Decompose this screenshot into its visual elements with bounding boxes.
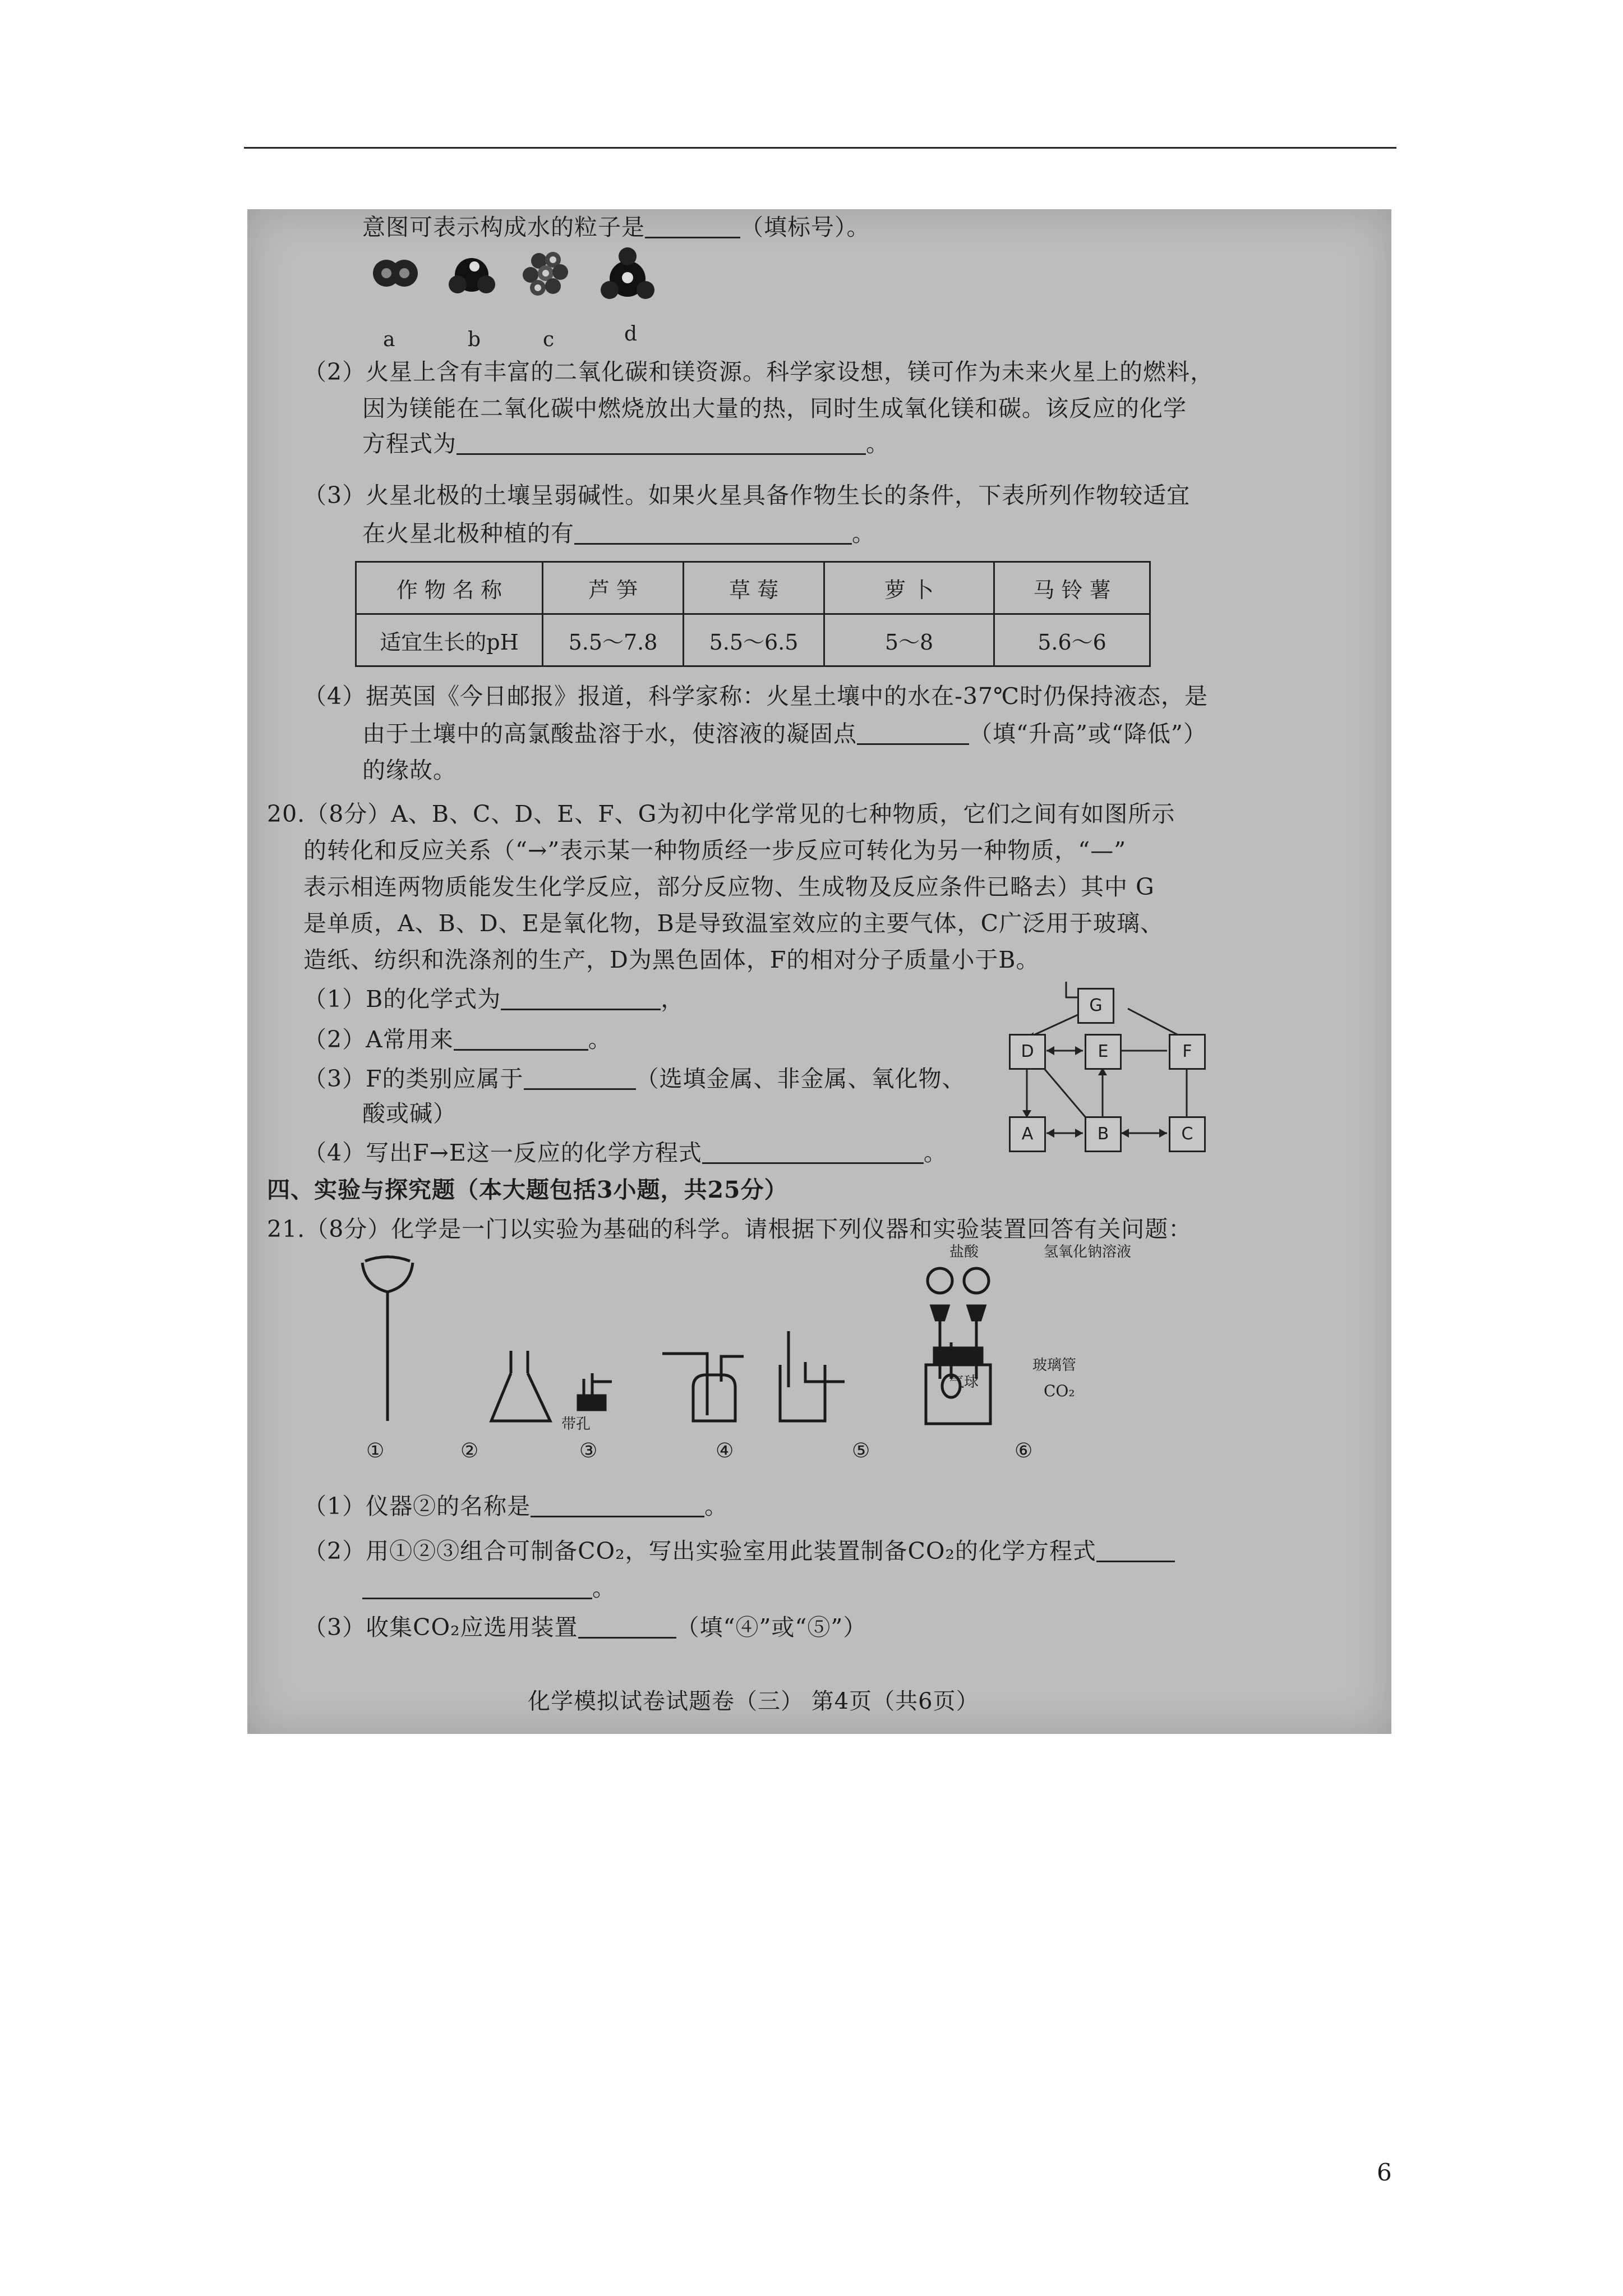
q21-sub1: （1）仪器②的名称是 。 — [303, 1493, 728, 1520]
long-neck-funnel-icon — [362, 1257, 413, 1421]
table-header-row — [356, 562, 1150, 614]
q20-sub1: （1）B的化学式为 ， — [303, 986, 685, 1013]
table-cell: 草 莓 — [684, 562, 824, 614]
small-hole-label: 带孔 — [561, 1416, 591, 1433]
apparatus-label-2: ② — [460, 1439, 479, 1462]
diagram-node-f: F — [1169, 1034, 1206, 1070]
q21-sub2: （2）用①②③组合可制备CO₂，写出实验室用此装置制备CO₂的化学方程式 — [303, 1540, 1175, 1563]
q19-part2-line2: 因为镁能在二氧化碳中燃烧放出大量的热，同时生成氧化镁和碳。该反应的化学 — [362, 395, 1187, 422]
balloon-label: 气球 — [949, 1374, 979, 1391]
molecule-label-b: b — [468, 328, 481, 351]
q19-part3-line2: 在火星北极种植的有 。 — [362, 520, 875, 547]
diagram-node-c: C — [1169, 1116, 1206, 1152]
table-cell: 5.5～6.5 — [684, 614, 824, 666]
table-cell: 5.5～7.8 — [543, 614, 684, 666]
apparatus-label-5: ⑤ — [852, 1439, 870, 1462]
diagram-node-a: A — [1009, 1116, 1046, 1152]
table-cell: 5.6～6 — [994, 614, 1150, 666]
gas-collection-bottle-short-tube-icon — [780, 1331, 845, 1421]
q20-sub3-line2: 酸或碱） — [362, 1100, 457, 1127]
conical-flask-icon — [491, 1351, 550, 1421]
q19-part2-line1: （2）火星上含有丰富的二氧化碳和镁资源。科学家设想，镁可作为未来火星上的燃料， — [303, 358, 1214, 385]
q21-intro: 21.（8分）化学是一门以实验为基础的科学。请根据下列仪器和实验装置回答有关问题： — [267, 1216, 1192, 1243]
q21-sub3: （3）收集CO₂应选用装置 （填“④”或“⑤”） — [303, 1614, 867, 1641]
molecule-label-c: c — [543, 328, 555, 351]
molecule-a-icon — [373, 260, 418, 287]
table-row — [356, 614, 1150, 666]
table-cell: 适宜生长的pH — [356, 614, 543, 666]
q20-line5: 造纸、纺织和洗涤剂的生产，D为黑色固体，F的相对分子质量小于B。 — [303, 946, 1040, 973]
table-cell: 萝 卜 — [824, 562, 994, 614]
table-cell: 5～8 — [824, 614, 994, 666]
molecule-models-figure — [359, 244, 674, 328]
q20-line1: 20.（8分）A、B、C、D、E、F、G为初中化学常见的七种物质，它们之间有如图所示 — [267, 800, 1175, 827]
exam-footer: 化学模拟试卷试题卷（三） 第4页（共6页） — [528, 1688, 979, 1714]
q20-sub3: （3）F的类别应属于 （选填金属、非金属、氧化物、 — [303, 1065, 966, 1092]
q19-part2-line3: 方程式为 。 — [362, 430, 889, 457]
q20-sub4: （4）写出F→E这一反应的化学方程式 。 — [303, 1139, 947, 1166]
header-rule — [244, 147, 1396, 149]
table-cell: 马 铃 薯 — [994, 562, 1150, 614]
apparatus-label-6: ⑥ — [1015, 1439, 1033, 1462]
apparatus-label-4: ④ — [716, 1439, 734, 1462]
q19-part4-line2: 由于土壤中的高氯酸盐溶于水，使溶液的凝固点 （填“升高”或“降低”） — [362, 720, 1207, 747]
q20-line3: 表示相连两物质能发生化学反应，部分反应物、生成物及反应条件已略去）其中 G — [303, 873, 1155, 900]
diagram-node-d: D — [1009, 1034, 1046, 1070]
q20-sub2: （2）A常用来 。 — [303, 1026, 612, 1053]
q19-part4-line1: （4）据英国《今日邮报》报道，科学家称：火星土壤中的水在-37℃时仍保持液态，是 — [303, 683, 1208, 710]
diagram-node-g: G — [1077, 988, 1114, 1024]
molecule-c-icon — [523, 252, 568, 296]
q21-sub2-line2: 。 — [362, 1577, 616, 1600]
co2-naoh-apparatus-icon — [926, 1268, 990, 1424]
section-4-heading: 四、实验与探究题（本大题包括3小题，共25分） — [267, 1176, 788, 1203]
stopper-icon — [578, 1373, 612, 1410]
hcl-label: 盐酸 — [949, 1244, 979, 1260]
q21-apparatus-figure — [331, 1253, 1240, 1438]
molecule-label-d: d — [624, 323, 638, 346]
molecule-b-icon — [449, 258, 495, 293]
q20-line2: 的转化和反应关系（“→”表示某一种物质经一步反应可转化为另一种物质，“—” — [303, 837, 1127, 864]
apparatus-label-3: ③ — [579, 1439, 598, 1462]
naoh-label: 氢氧化钠溶液 — [1044, 1244, 1132, 1260]
q20-line4: 是单质，A、B、D、E是氧化物，B是导致温室效应的主要气体，C广泛用于玻璃、 — [303, 910, 1164, 937]
page-number: 6 — [1377, 2159, 1392, 2186]
gas-collection-bottle-long-tube-icon — [662, 1354, 744, 1421]
q19-part4-line3: 的缘故。 — [362, 757, 457, 784]
table-cell: 作 物 名 称 — [356, 562, 543, 614]
scanned-exam-page — [247, 209, 1391, 1734]
diagram-node-e: E — [1085, 1034, 1122, 1070]
table-cell: 芦 笋 — [543, 562, 684, 614]
diagram-node-b: B — [1085, 1116, 1122, 1152]
crop-ph-table — [355, 561, 1151, 667]
glass-tube-label: 玻璃管 — [1032, 1357, 1077, 1374]
molecule-label-a: a — [383, 328, 395, 351]
co2-label: CO₂ — [1044, 1382, 1075, 1400]
q19-continuation-line: 意图可表示构成水的粒子是 （填标号）。 — [362, 214, 870, 241]
molecule-d-icon — [601, 247, 654, 299]
apparatus-label-1: ① — [366, 1439, 385, 1462]
q19-part3-line1: （3）火星北极的土壤呈弱碱性。如果火星具备作物生长的条件，下表所列作物较适宜 — [303, 482, 1191, 509]
